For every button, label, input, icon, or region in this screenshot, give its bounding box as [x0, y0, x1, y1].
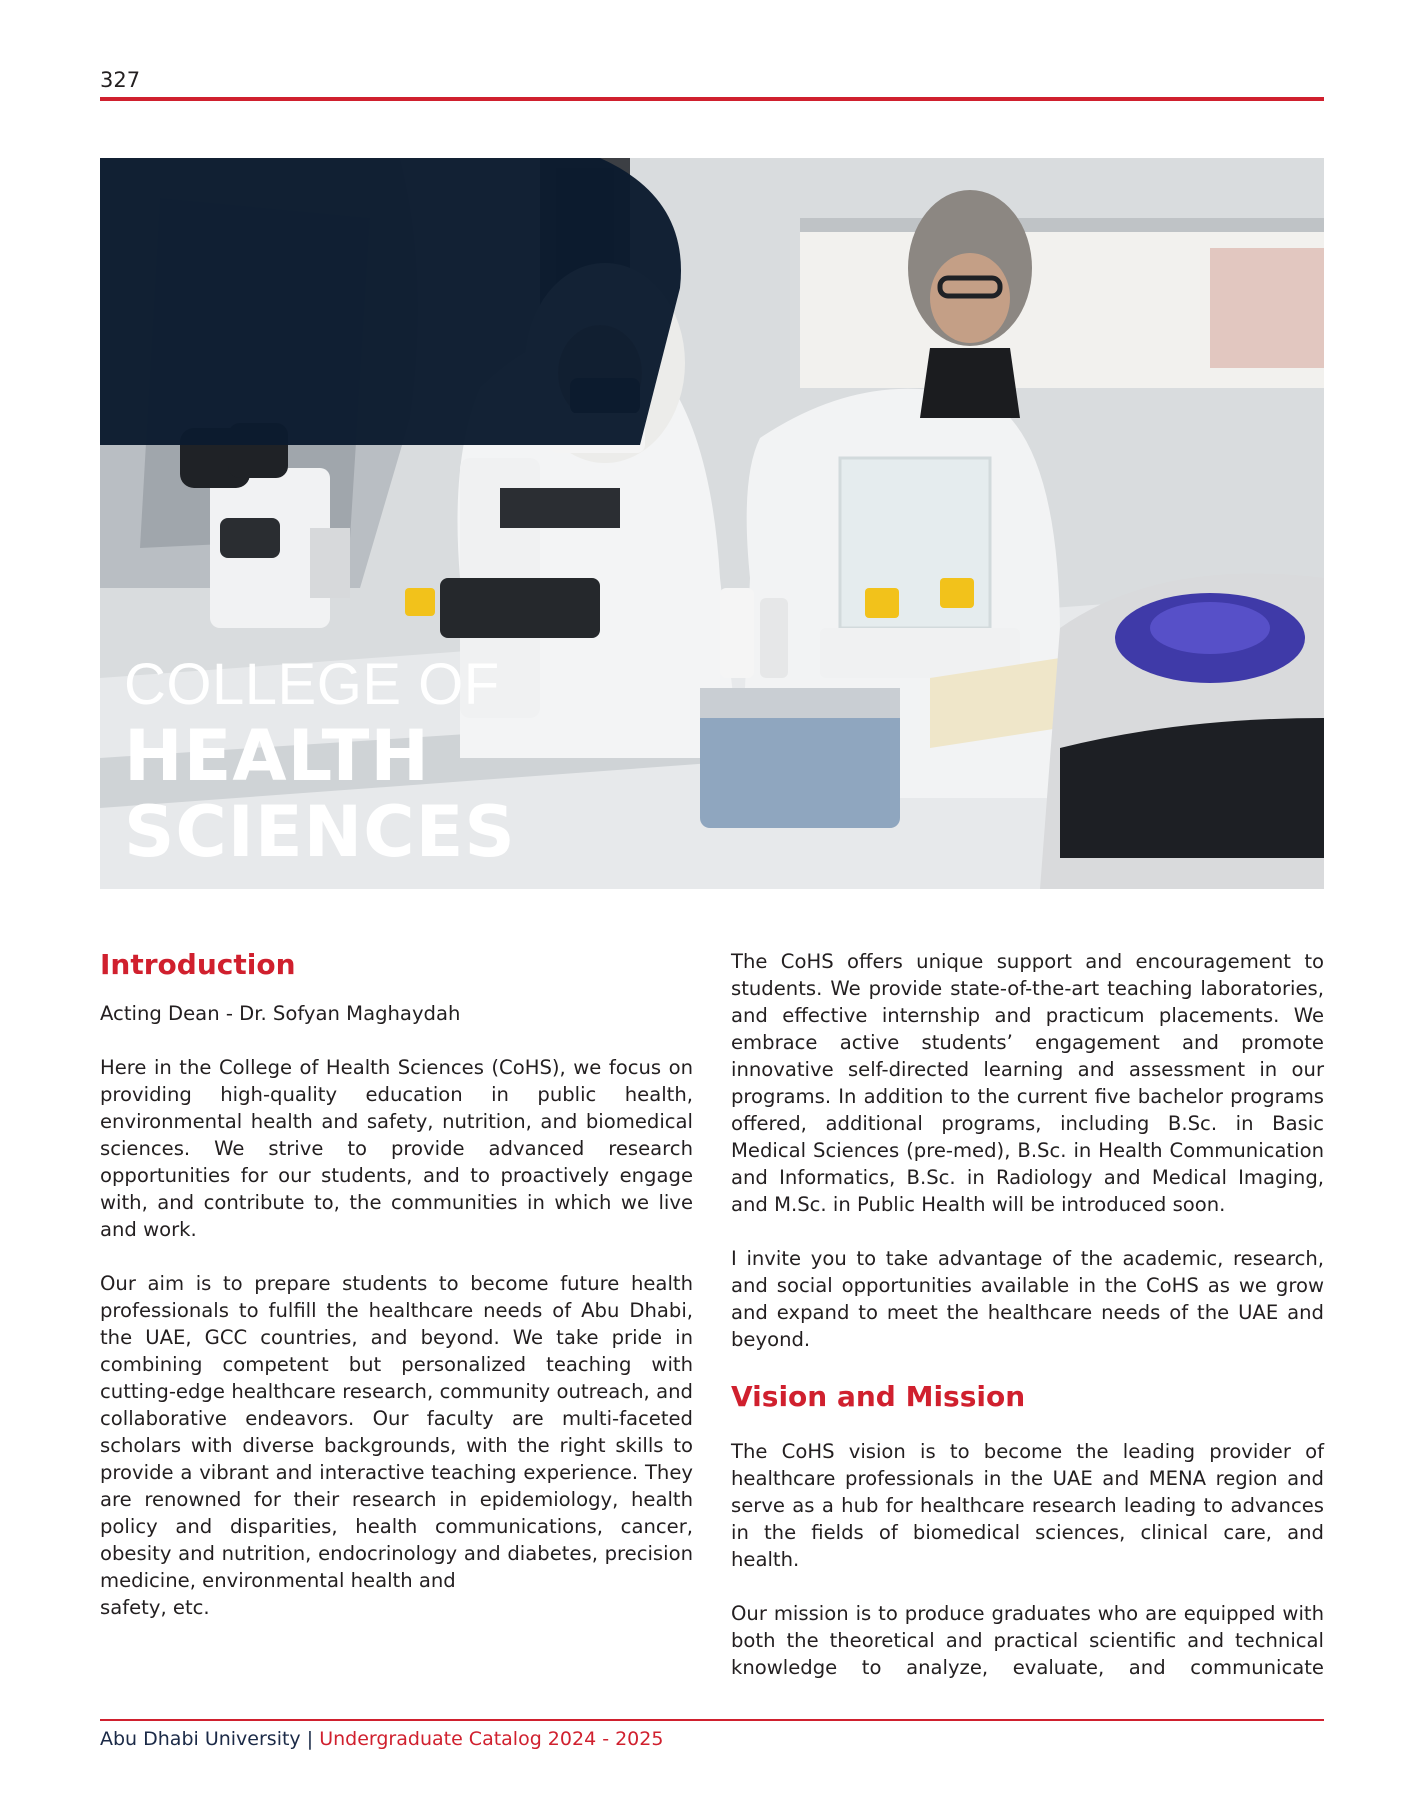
introduction-heading: Introduction [100, 948, 296, 981]
top-rule [100, 97, 1324, 101]
intro-paragraph-2: Our aim is to prepare students to become future health professionals to fulfill the healthcare needs of Abu Dhabi, the UAE, GCC countries, and beyond. We take pride in combining competent but personalized teaching with cutting-edge healthcare research, community outreach, and collaborative endeavors. Our faculty are multi-faceted scholars with diverse backgrounds, with the right skills to provide a vibrant and interactive teaching experience. They are renowned for their research in epidemiology, health policy and disparities, health communications, cancer, obesity and nutrition, endocrinology and diabetes, precision medicine, environmental health and [100, 1272, 693, 1592]
page-number: 327 [100, 68, 141, 92]
title-line-college-of: COLLEGE OF [124, 652, 500, 717]
vision-paragraph: The CoHS vision is to become the leading provider of healthcare professionals in the UAE and MENA region and serve as a hub for healthcare research leading to advances in the fields of biomedical sciences, clinical care, and health. [731, 1440, 1324, 1571]
acting-dean: Acting Dean - Dr. Sofyan Maghaydah [100, 1002, 461, 1025]
support-paragraph: The CoHS offers unique support and encouragement to students. We provide state-of-the-art teaching laboratories, and effective internship and practicum placements. We embrace active students’ engagement and promote innovative self-directed learning and assessment in our programs. In addition to the current five bachelor programs offered, additional programs, including B.Sc. in Basic Medical Sciences (pre-med), B.Sc. in Health Communication and Informatics, B.Sc. in Radiology and Medical Imaging, and M.Sc. in Public Health will be introduced soon. [731, 950, 1324, 1216]
footer-separator: | [306, 1728, 314, 1750]
bottom-rule [100, 1719, 1324, 1721]
invite-paragraph: I invite you to take advantage of the academic, research, and social opportunities available in the CoHS as we grow and expand to meet the healthcare needs of the UAE and beyond. [731, 1247, 1324, 1351]
title-line-sciences: SCIENCES [124, 791, 516, 873]
footer-university: Abu Dhabi University [100, 1728, 301, 1750]
intro-paragraph-2-end: safety, etc. [100, 1596, 210, 1619]
footer [100, 1726, 663, 1752]
mission-paragraph: Our mission is to produce graduates who are equipped with both the theoretical and practical scientific and technical knowledge to analyze, evaluate, and communicate [731, 1602, 1324, 1679]
left-column [100, 948, 693, 1648]
footer-catalog: Undergraduate Catalog 2024 - 2025 [319, 1728, 664, 1750]
vision-mission-heading: Vision and Mission [731, 1380, 1026, 1413]
hero-image [100, 158, 1324, 889]
intro-paragraph-1: Here in the College of Health Sciences (CoHS), we focus on providing high-quality education in public health, environmental health and safety, nutrition, and biomedical sciences. We strive to provide advanced research opportunities for our students, and to proactively engage with, and contribute to, the communities in which we live and work. [100, 1056, 693, 1241]
title-panel [100, 158, 1324, 445]
title-line-health: HEALTH [124, 715, 430, 797]
right-column [731, 948, 1324, 1708]
college-title [124, 652, 516, 873]
